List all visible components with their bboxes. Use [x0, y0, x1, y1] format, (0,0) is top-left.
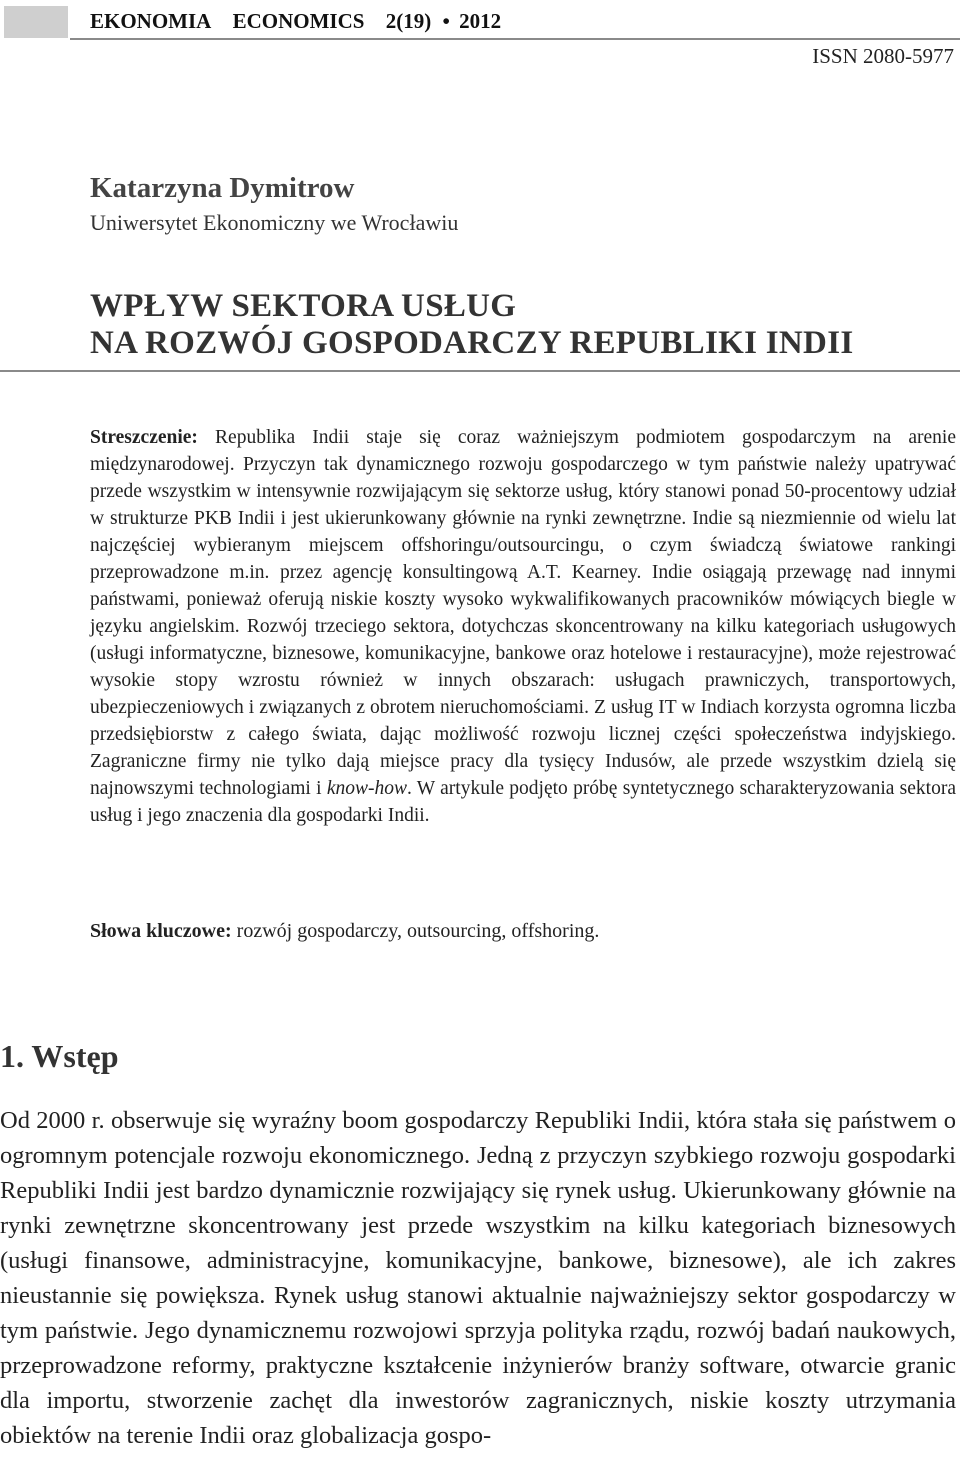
article-title-line-2: NA ROZWÓJ GOSPODARCZY REPUBLIKI INDII — [90, 325, 854, 361]
abstract-text-end: . W artykule podjęto próbę syntetycznego scharakteryzowania sektora usług i jego znaczenia dla gospodarki Indii. — [90, 778, 956, 826]
article-title-line-1: WPŁYW SEKTORA USŁUG — [90, 288, 517, 324]
header-rule — [70, 38, 960, 40]
journal-header — [0, 0, 960, 44]
keywords-text: rozwój gospodarczy, outsourcing, offshoring. — [231, 920, 600, 942]
section-heading: 1. Wstęp — [0, 1038, 119, 1074]
issue-number: 2(19) — [385, 9, 432, 33]
abstract — [90, 424, 956, 829]
title-rule — [0, 370, 960, 372]
author-affiliation: Uniwersytet Ekonomiczny we Wrocławiu — [90, 210, 459, 235]
journal-name-pl: EKONOMIA — [90, 9, 212, 33]
issn: ISSN 2080-5977 — [812, 44, 954, 68]
article-title — [90, 288, 853, 362]
keywords-label: Słowa kluczowe: — [90, 920, 232, 942]
issue-year: 2012 — [459, 9, 502, 33]
bullet-separator: • — [442, 9, 450, 33]
journal-name-en: ECONOMICS — [232, 9, 365, 33]
section-body: Od 2000 r. obserwuje się wyraźny boom gospodarczy Republiki Indii, która stała się państwem o ogromnym potencjale rozwoju ekonomicznego. Jedną z przyczyn szybkiego rozwoju gospodarki Republiki Indii jest bardzo dynamicznie rozwijający się rynek usług. Ukierunkowany głównie na rynki zewnętrzne skoncentrowany jest przede wszystkim na kilku kategoriach biznesowych (usługi finansowe, administracyjne, komunikacyjne, bankowe, biznesowe), ale ich zakres nieustannie się powiększa. Rynek usług stanowi aktualnie najważniejszy sektor gospodarczy w tym państwie. Jego dynamicznemu rozwojowi sprzyja polityka rządu, rozwój badań naukowych, przeprowadzone reformy, praktyczne kształcenie inżynierów branży software, otwarcie granic dla importu, stworzenie zachęt dla inwestorów zagranicznych, niskie koszty utrzymania obiektów na terenie Indii oraz globalizacja gospo- — [0, 1107, 956, 1449]
keywords — [90, 920, 599, 943]
header-grey-block — [4, 6, 68, 38]
abstract-label: Streszczenie: — [90, 427, 198, 448]
abstract-italic-term: know-how — [326, 778, 407, 799]
author-name: Katarzyna Dymitrow — [90, 172, 355, 204]
journal-name-line — [90, 9, 517, 34]
abstract-text: Republika Indii staje się coraz ważniejszym podmiotem gospodarczym na arenie międzynarodowej. Przyczyn tak dynamicznego rozwoju gospodarczego w tym państwie należy upatrywać przede wszystkim w intensywnie rozwijającym się sektorze usług, który stanowi ponad 50-procentowy udział w strukturze PKB Indii i jest ukierunkowany głównie na rynki zewnętrzne. Indie są niezmiennie od wielu lat najczęściej wybieranym miejscem offshoringu/outsourcingu, o czym świadczą światowe rankingi przeprowadzone m.in. przez agencję konsultingową A.T. Kearney. Indie osiągają przewagę nad innymi państwami, ponieważ oferują niskie koszty wysoko wykwalifikowanych pracowników mówiących biegle w języku angielskim. Rozwój trzeciego sektora, dotychczas skoncentrowany na kilku kategoriach usługowych (usługi informatyczne, biznesowe, komunikacyjne, bankowe oraz hotelowe i restauracyjne), może rejestrować wysokie stopy wzrostu również w innych obszarach: usługach prawniczych, transportowych, ubezpieczeniowych i związanych z obrotem nieruchomościami. Z usług IT w Indiach korzysta ogromna liczba przedsiębiorstw z całego świata, dając możliwość rozwoju licznej części społeczeństwa indyjskiego. Zagraniczne firmy nie tylko dają miejsce pracy dla tysięcy Indusów, ale przede wszystkim dzielą się najnowszymi technologiami i — [90, 427, 956, 799]
